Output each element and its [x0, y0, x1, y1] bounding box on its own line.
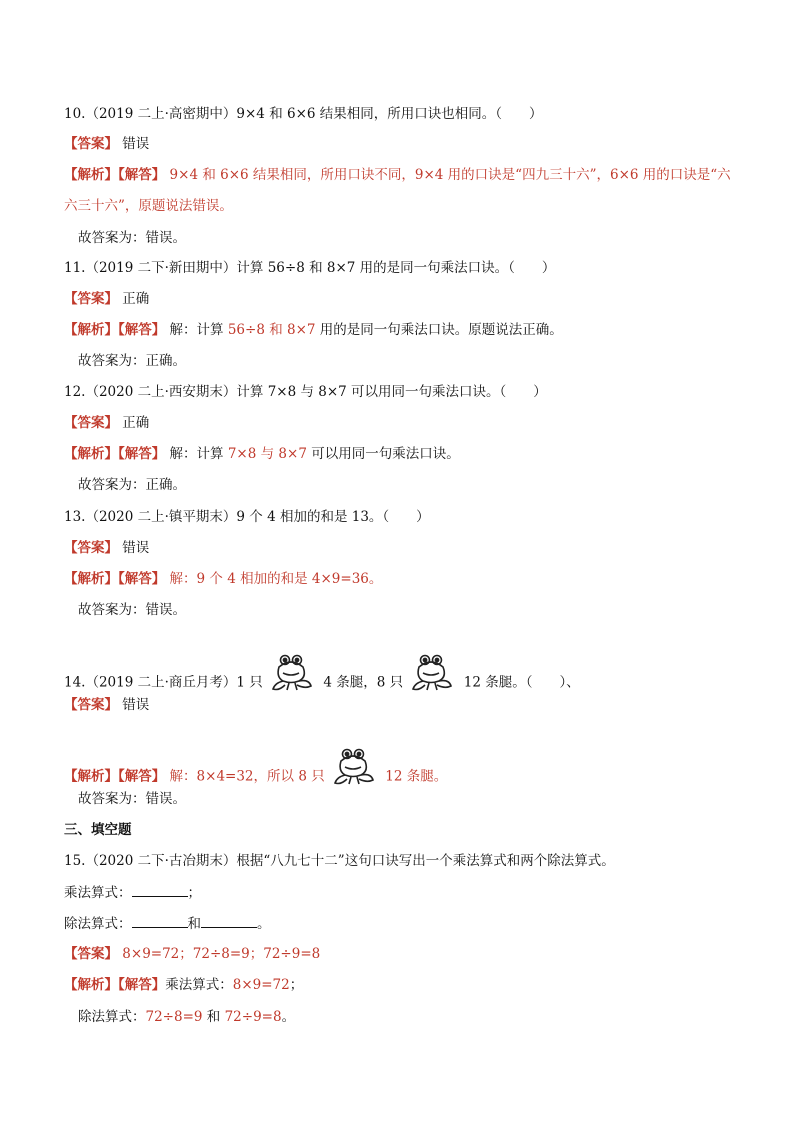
- analysis-text: 解：计算: [169, 322, 228, 338]
- q15-div-row: [64, 913, 271, 934]
- q13-answer-row: [64, 538, 149, 558]
- analysis-tag: 【解析】【解答】: [64, 446, 166, 462]
- conclusion-highlight: 72÷8=9: [145, 1009, 203, 1025]
- analysis-text: 12 条腿。: [385, 768, 448, 785]
- div-end: 。: [257, 916, 271, 932]
- answer-value: 正确: [122, 291, 150, 307]
- question-text: 12 条腿。（ ）、: [463, 674, 580, 691]
- q15-answer-row: [64, 944, 320, 964]
- answer-value: 错误: [122, 540, 150, 556]
- q13-conclusion: 故答案为：错误。: [78, 602, 186, 618]
- q13-question: 13.（2020 二上·镇平期末）9 个 4 相加的和是 13。（ ）: [64, 509, 430, 525]
- mult-label: 乘法算式：: [64, 885, 132, 901]
- q10-analysis-row-2: 六三十六”，原题说法错误。: [64, 198, 233, 214]
- q11-answer-row: [64, 289, 149, 309]
- conclusion-text: 。: [281, 1009, 296, 1025]
- frog-icon: [333, 747, 377, 787]
- analysis-tag: 【解析】【解答】: [64, 322, 166, 338]
- analysis-text: 用的是同一句乘法口诀。原题说法正确。: [315, 322, 563, 338]
- answer-tag: 【答案】: [64, 291, 118, 307]
- analysis-highlight: 56÷8 和 8×7: [227, 322, 316, 338]
- frog-icon: [411, 653, 455, 693]
- answer-tag: 【答案】: [64, 415, 118, 431]
- analysis-tag: 【解析】【解答】: [64, 977, 166, 993]
- analysis-text: ；: [289, 977, 304, 993]
- answer-value: 错误: [122, 136, 150, 152]
- conclusion-text: 和: [202, 1009, 225, 1025]
- answer-tag: 【答案】: [64, 697, 118, 713]
- analysis-text: 解：9 个 4 相加的和是 4×9=36。: [169, 571, 383, 587]
- answer-tag: 【答案】: [64, 946, 118, 962]
- q10-question: 10.（2019 二上·高密期中）9×4 和 6×6 结果相同，所用口诀也相同。（ ）: [64, 106, 543, 122]
- question-text: 14.（2019 二上·商丘月考）1 只: [64, 674, 263, 691]
- section-title: 三、填空题: [64, 822, 132, 838]
- q12-conclusion: 故答案为：正确。: [78, 477, 186, 493]
- q10-answer-row: [64, 134, 149, 154]
- analysis-text: 9×4 和 6×6 结果相同，所用口诀不同，9×4 用的口诀是“四九三十六”，6×6 用的口诀是“六: [169, 167, 731, 183]
- answer-value: 正确: [122, 415, 150, 431]
- analysis-tag: 【解析】【解答】: [64, 768, 166, 785]
- analysis-tag: 【解析】【解答】: [64, 571, 166, 587]
- div-label: 除法算式：: [64, 916, 132, 932]
- analysis-highlight: 8×9=72: [232, 977, 290, 993]
- analysis-text: 解：8×4=32，所以 8 只: [169, 768, 325, 785]
- div-and: 和: [187, 916, 201, 932]
- q11-question: 11.（2019 二下·新田期中）计算 56÷8 和 8×7 用的是同一句乘法口诀。（ ）: [64, 260, 556, 276]
- analysis-text: 解：计算: [169, 446, 228, 462]
- q10-conclusion: 故答案为：错误。: [78, 230, 186, 246]
- frog-icon: [271, 653, 315, 693]
- q12-answer-row: [64, 413, 149, 433]
- q11-conclusion: 故答案为：正确。: [78, 353, 186, 369]
- q15-question: 15.（2020 二下·古冶期末）根据“八九七十二”这句口诀写出一个乘法算式和两个除法算式。: [64, 853, 615, 869]
- mult-blank: [132, 882, 188, 897]
- q12-analysis-row: [64, 444, 460, 464]
- q15-mult-row: [64, 882, 201, 903]
- q10-analysis-row-1: [64, 165, 731, 185]
- q11-analysis-row: [64, 320, 563, 340]
- mult-end: ；: [187, 885, 201, 901]
- q15-conclusion: [78, 1007, 295, 1027]
- answer-tag: 【答案】: [64, 136, 118, 152]
- answer-tag: 【答案】: [64, 540, 118, 556]
- analysis-text: 乘法算式：: [165, 977, 233, 993]
- analysis-tag: 【解析】【解答】: [64, 167, 166, 183]
- analysis-text: 可以用同一句乘法口诀。: [306, 446, 460, 462]
- question-text: 4 条腿，8 只: [323, 674, 404, 691]
- answer-value: 8×9=72；72÷8=9；72÷9=8: [122, 946, 321, 962]
- answer-value: 错误: [122, 697, 150, 713]
- q14-answer-row: [64, 695, 149, 715]
- analysis-highlight: 7×8 与 8×7: [227, 446, 307, 462]
- conclusion-text: 除法算式：: [78, 1009, 146, 1025]
- q15-analysis-row: [64, 975, 303, 995]
- div-blank-2: [201, 913, 257, 928]
- q14-conclusion: 故答案为：错误。: [78, 791, 186, 807]
- conclusion-highlight: 72÷9=8: [224, 1009, 282, 1025]
- q12-question: 12.（2020 二上·西安期末）计算 7×8 与 8×7 可以用同一句乘法口诀。（ ）: [64, 384, 547, 400]
- q13-analysis-row: [64, 569, 382, 589]
- div-blank-1: [132, 913, 188, 928]
